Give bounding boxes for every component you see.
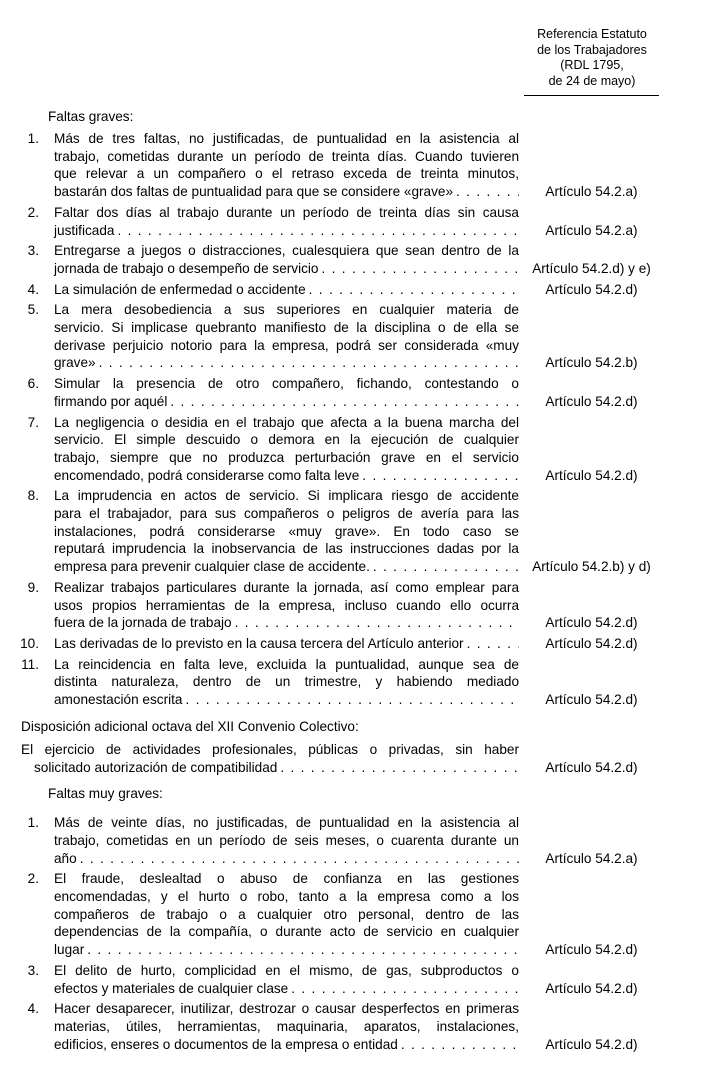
item-number: 4. bbox=[27, 1001, 39, 1017]
list-item bbox=[0, 375, 717, 410]
reference-header-line: (RDL 1795, bbox=[560, 58, 624, 73]
item-text bbox=[54, 1000, 519, 1053]
item-text-line: efectos y materiales de cualquier clase . . . bbox=[54, 980, 519, 998]
item-text bbox=[54, 301, 519, 372]
article-reference: Artículo 54.2.d) bbox=[545, 393, 638, 409]
reference-header-rule bbox=[524, 95, 659, 96]
item-text-line: dependencias de la compañía, o durante acto de servicio en cualquier bbox=[54, 924, 519, 940]
item-text-line: Más de tres faltas, no justificadas, de puntualidad en la asistencia al bbox=[54, 131, 519, 146]
section-heading: Faltas graves: bbox=[48, 109, 134, 124]
item-number: 3. bbox=[27, 962, 39, 978]
item-text-line: lugar . . . bbox=[54, 941, 519, 959]
item-text bbox=[54, 281, 519, 299]
item-number: 7. bbox=[27, 414, 39, 430]
item-text bbox=[54, 962, 519, 997]
item-text bbox=[21, 741, 519, 776]
item-text bbox=[54, 130, 519, 201]
item-text bbox=[54, 814, 519, 867]
dot-leader bbox=[464, 635, 519, 653]
item-text bbox=[54, 487, 519, 576]
dot-leader bbox=[370, 558, 519, 576]
list-item bbox=[0, 814, 717, 867]
item-text-line: Entregarse a juegos o distracciones, cualesquiera que sean dentro de la bbox=[54, 243, 519, 259]
item-number: 2. bbox=[27, 871, 39, 887]
article-reference: Artículo 54.2.a) bbox=[545, 850, 638, 866]
article-reference: Artículo 54.2.d) bbox=[545, 615, 638, 631]
item-text-line: reputará imprudencia la inobservancia de las instrucciones dadas por la bbox=[54, 541, 519, 557]
item-text-line: empresa para prevenir cualquier clase de accidente. . . . bbox=[54, 558, 519, 576]
list-item bbox=[0, 635, 717, 653]
dot-leader bbox=[96, 354, 519, 372]
item-number: 1. bbox=[27, 131, 39, 146]
item-number: 6. bbox=[27, 376, 39, 392]
item-text bbox=[54, 242, 519, 277]
article-reference: Artículo 54.2.b) y d) bbox=[532, 559, 651, 575]
item-text-line: El delito de hurto, complicidad en el mismo, de gas, subproductos o bbox=[54, 962, 519, 978]
item-text-line: La mera desobediencia a sus superiores en cualquier materia de bbox=[54, 302, 519, 318]
item-text-line: distinta naturaleza, dentro de un trimestre, y habiendo mediado bbox=[54, 674, 519, 690]
item-text-line: Las derivadas de lo previsto en la causa tercera del Artículo anterior . . . bbox=[54, 635, 519, 653]
dot-leader bbox=[319, 260, 520, 278]
item-text-line: firmando por aquél . . . bbox=[54, 393, 519, 411]
list-item bbox=[0, 487, 717, 576]
reference-header-line: Referencia Estatuto bbox=[537, 27, 647, 41]
dot-leader bbox=[288, 980, 519, 998]
item-text bbox=[54, 579, 519, 632]
item-text-line: La negligencia o desidia en el trabajo que afecta a la buena marcha del bbox=[54, 414, 519, 430]
dot-leader bbox=[167, 393, 519, 411]
article-reference: Artículo 54.2.d) bbox=[545, 942, 638, 958]
dot-leader bbox=[277, 759, 519, 777]
article-reference: Artículo 54.2.a) bbox=[545, 184, 638, 200]
list-item bbox=[0, 301, 717, 372]
article-reference: Artículo 54.2.b) bbox=[545, 355, 638, 371]
item-text-line: edificios, enseres o documentos de la empresa o entidad . . . bbox=[54, 1036, 519, 1054]
article-reference: Artículo 54.2.d) bbox=[545, 980, 638, 996]
dot-leader bbox=[84, 941, 519, 959]
item-text-line: trabajo, cometidas durante un período de treinta días. Cuando tuvieren bbox=[54, 148, 519, 164]
item-text bbox=[54, 635, 519, 653]
list-item bbox=[0, 281, 717, 299]
item-text-line: La imprudencia en actos de servicio. Si implicara riesgo de accidente bbox=[54, 488, 519, 504]
item-text bbox=[54, 414, 519, 485]
item-text-line: encomendado, podrá considerarse como falta leve . . . bbox=[54, 467, 519, 485]
dot-leader bbox=[306, 281, 519, 299]
item-text-line: trabajo, cometidas en un período de seis meses, o cuarenta durante un bbox=[54, 832, 519, 848]
article-reference: Artículo 54.2.d) bbox=[545, 692, 638, 708]
item-number: 9. bbox=[27, 579, 39, 595]
item-text-line: Faltar dos días al trabajo durante un período de treinta días sin causa bbox=[54, 204, 519, 220]
item-number: 8. bbox=[27, 488, 39, 504]
item-text-line: servicio. Si implicase quebranto manifiesto de la disciplina o de ella se bbox=[54, 320, 519, 336]
item-text-line: Simular la presencia de otro compañero, fichando, contestando o bbox=[54, 376, 519, 392]
article-reference: Artículo 54.2.a) bbox=[545, 222, 638, 238]
item-text-line: amonestación escrita . . . bbox=[54, 691, 519, 709]
dot-leader bbox=[232, 614, 519, 632]
list-item bbox=[0, 870, 717, 959]
item-text-line: Más de veinte días, no justificadas, de puntualidad en la asistencia al bbox=[54, 815, 519, 831]
item-text-line: grave» . . . bbox=[54, 354, 519, 372]
article-reference: Artículo 54.2.d) bbox=[545, 281, 638, 297]
item-text bbox=[54, 204, 519, 239]
item-text-line: jornada de trabajo o desempeño de servicio . . . bbox=[54, 260, 519, 278]
item-number: 1. bbox=[27, 815, 39, 831]
list-item bbox=[0, 962, 717, 997]
article-reference: Artículo 54.2.d) bbox=[545, 1036, 638, 1052]
list-item bbox=[0, 242, 717, 277]
item-text bbox=[54, 375, 519, 410]
item-text-line: solicitado autorización de compatibilidad . . . bbox=[21, 759, 519, 777]
reference-column-header bbox=[526, 27, 658, 89]
item-text-line: bastarán dos faltas de puntualidad para que se considere «grave» . . . bbox=[54, 183, 519, 201]
item-text-line: materias, útiles, herramientas, maquinaria, aparatos, instalaciones, bbox=[54, 1018, 519, 1034]
item-number: 4. bbox=[27, 281, 39, 297]
item-text-line: servicio. El simple descuido o demora en la ejecución de cualquier bbox=[54, 432, 519, 448]
document-body bbox=[0, 108, 717, 1053]
item-text-line: La reincidencia en falta leve, excluida la puntualidad, aunque sea de bbox=[54, 656, 519, 672]
list-item bbox=[0, 130, 717, 201]
list-item bbox=[0, 579, 717, 632]
list-item bbox=[0, 1000, 717, 1053]
item-number: 11. bbox=[21, 656, 39, 672]
section-heading: Disposición adicional octava del XII Convenio Colectivo: bbox=[21, 718, 359, 734]
item-text-line: encomendadas, y el hurto o robo, tanto a la empresa como a los bbox=[54, 889, 519, 905]
item-number: 10. bbox=[20, 635, 39, 651]
dot-leader bbox=[453, 183, 519, 201]
section-heading: Faltas muy graves: bbox=[48, 786, 163, 802]
item-text-line: que relevar a un compañero o el retraso exceda de treinta minutos, bbox=[54, 166, 519, 182]
item-text-line: fuera de la jornada de trabajo . . . bbox=[54, 614, 519, 632]
item-text-line: trabajo, siempre que no produzca perturbación grave en el servicio bbox=[54, 449, 519, 465]
item-number: 5. bbox=[27, 302, 39, 318]
item-number: 3. bbox=[27, 243, 39, 259]
item-text-line: La simulación de enfermedad o accidente . . . bbox=[54, 281, 519, 299]
item-text-line: instalaciones, podrá considerarse «muy grave». En todo caso se bbox=[54, 523, 519, 539]
item-number: 2. bbox=[27, 204, 39, 220]
item-text-line: justificada . . . bbox=[54, 222, 519, 240]
item-text-line: El fraude, deslealtad o abuso de confianza en las gestiones bbox=[54, 871, 519, 887]
item-text bbox=[54, 870, 519, 959]
dot-leader bbox=[398, 1036, 519, 1054]
article-reference: Artículo 54.2.d) bbox=[545, 759, 638, 775]
reference-header-line: de 24 de mayo) bbox=[548, 73, 636, 88]
item-text-line: El ejercicio de actividades profesionales, públicas o privadas, sin haber bbox=[21, 741, 519, 757]
list-item bbox=[0, 741, 717, 776]
item-text bbox=[54, 656, 519, 709]
dot-leader bbox=[182, 691, 519, 709]
article-reference: Artículo 54.2.d) bbox=[545, 635, 638, 651]
item-text-line: Hacer desaparecer, inutilizar, destrozar o causar desperfectos en primeras bbox=[54, 1001, 519, 1017]
dot-leader bbox=[114, 222, 519, 240]
dot-leader bbox=[77, 850, 519, 868]
item-text-line: para el trabajador, para sus compañeros o peligros de avería para las bbox=[54, 506, 519, 522]
item-text-line: compañeros de trabajo o a cualquier otro personal, dentro de las bbox=[54, 906, 519, 922]
item-text-line: usos propios herramientas de la empresa, incluso cuando ello ocurra bbox=[54, 597, 519, 613]
article-reference: Artículo 54.2.d) y e) bbox=[532, 260, 651, 276]
list-item bbox=[0, 656, 717, 709]
item-text-line: Realizar trabajos particulares durante la jornada, así como emplear para bbox=[54, 579, 519, 595]
list-item bbox=[0, 204, 717, 239]
article-reference: Artículo 54.2.d) bbox=[545, 467, 638, 483]
item-text-line: año . . . bbox=[54, 850, 519, 868]
list-item bbox=[0, 414, 717, 485]
dot-leader bbox=[359, 467, 519, 485]
item-text-line: derivase perjuicio notorio para la empresa, podrá ser considerada «muy bbox=[54, 337, 519, 353]
reference-header-line: de los Trabajadores bbox=[537, 42, 647, 57]
